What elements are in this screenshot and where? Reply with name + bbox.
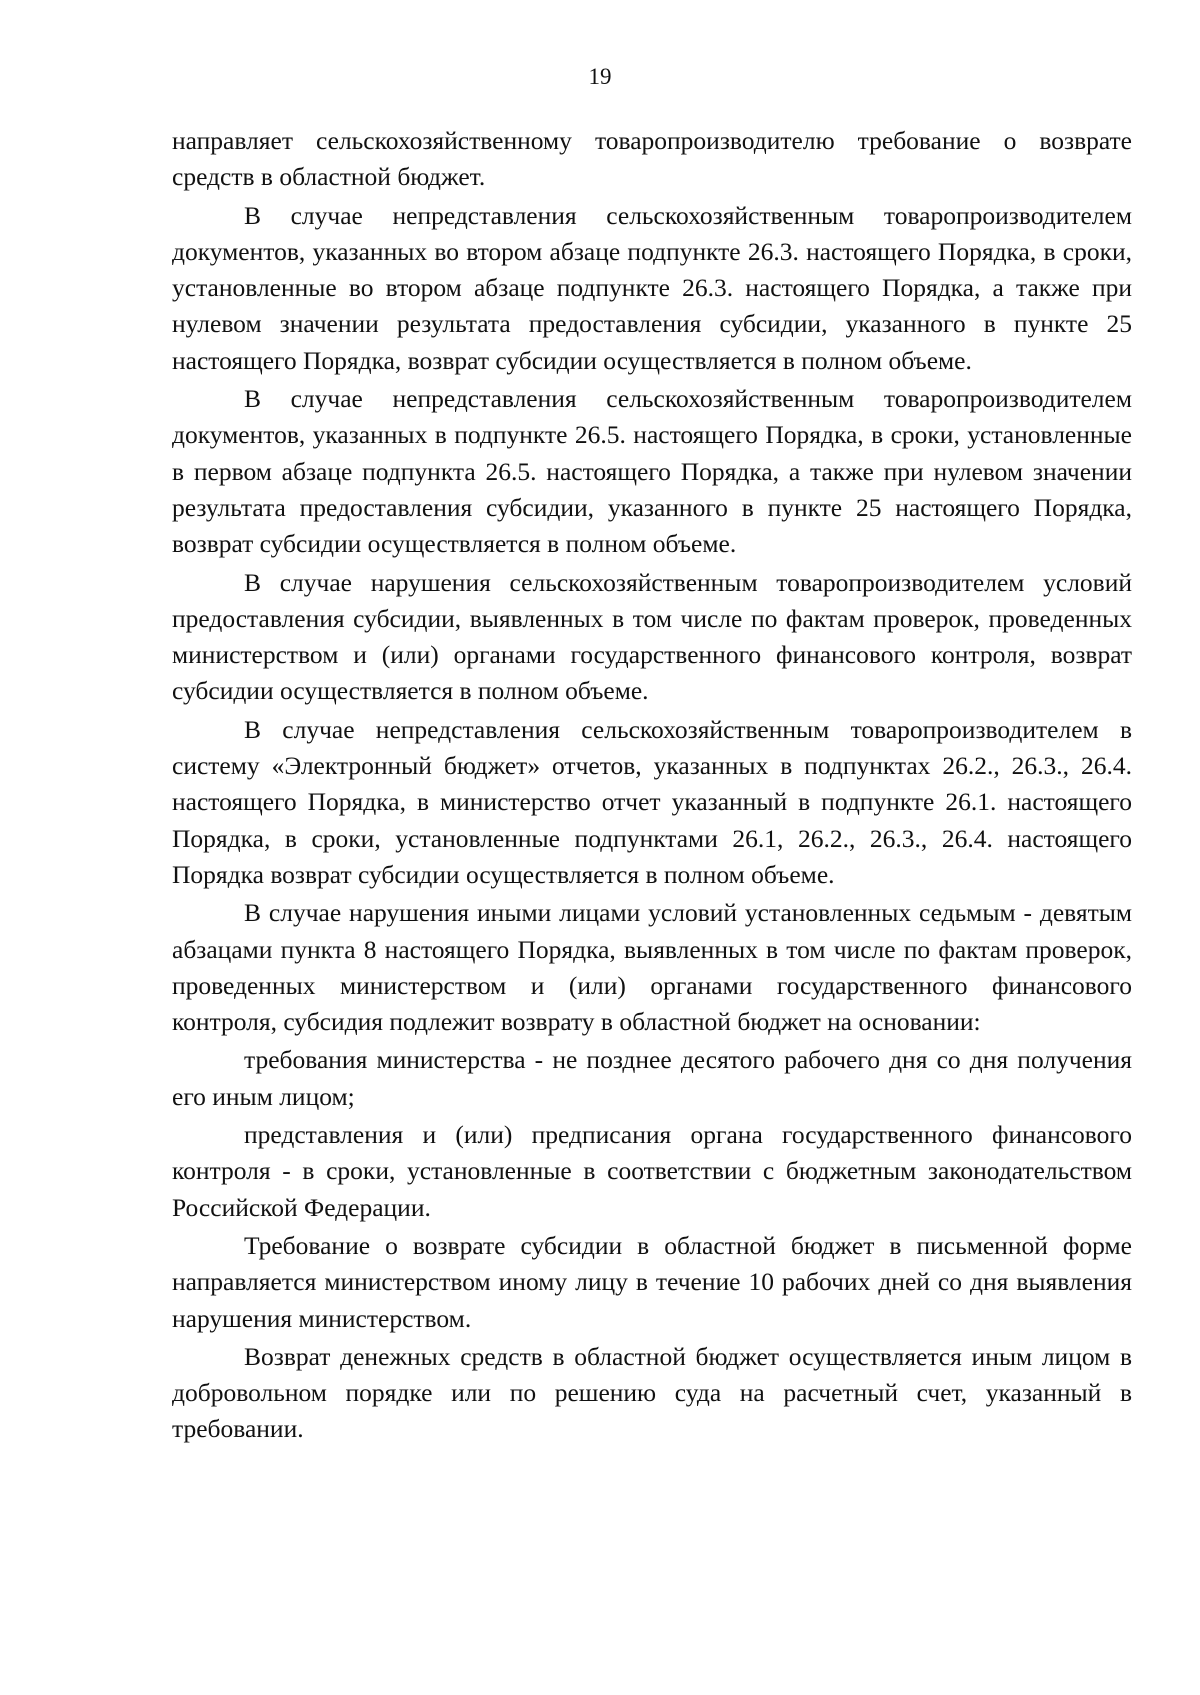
paragraph-9: Требование о возврате субсидии в областной бюджет в письменной форме направляется министерством иному лицу в течение 10 рабочих дней со дня выявления нарушения министерством. — [172, 1230, 1132, 1333]
paragraph-8: представления и (или) предписания органа государственного финансового контроля - в сроки, установленные в соответствии с бюджетным законодательством Российской Федерации. — [172, 1120, 1132, 1222]
paragraph-10: Возврат денежных средств в областной бюджет осуществляется иным лицом в добровольном порядке или по решению суда на расчетный счет, указанный в требовании. — [172, 1341, 1132, 1444]
document-body — [172, 123, 1132, 1448]
paragraph-6: В случае нарушения иными лицами условий установленных седьмым - девятым абзацами пункта 8 настоящего Порядка, выявленных в том числе по фактам проверок, проведенных министерством и (или) органами государственного финансового контроля, субсидия подлежит возврату в областной бюджет на основании: — [172, 898, 1132, 1037]
paragraph-4: В случае нарушения сельскохозяйственным товаропроизводителем условий предоставления субсидии, выявленных в том числе по фактам проверок, проведенных министерством и (или) органами государственного финансового контроля, возврат субсидии осуществляется в полном объеме. — [172, 567, 1132, 706]
paragraph-7: требования министерства - не позднее десятого рабочего дня со дня получения его иным лицом; — [172, 1045, 1132, 1111]
paragraph-5: В случае непредставления сельскохозяйственным товаропроизводителем в систему «Электронный бюджет» отчетов, указанных в подпунктах 26.2., 26.3., 26.4. настоящего Порядка, в министерство отчет указанный в подпункте 26.1. настоящего Порядка, в сроки, установленные подпунктами 26.1, 26.2., 26.3., 26.4. настоящего Порядка возврат субсидии осуществляется в полном объеме. — [172, 714, 1132, 889]
paragraph-1: направляет сельскохозяйственному товаропроизводителю требование о возврате средств в областной бюджет. — [172, 126, 1132, 192]
page-number: 19 — [588, 64, 612, 89]
paragraph-3: В случае непредставления сельскохозяйственным товаропроизводителем документов, указанных в подпункте 26.5. настоящего Порядка, в сроки, установленные в первом абзаце подпункта 26.5. настоящего Порядка, а также при нулевом значении результата предоставления субсидии, указанного в пункте 25 настоящего Порядка, возврат субсидии осуществляется в полном объеме. — [172, 384, 1132, 559]
paragraph-2: В случае непредставления сельскохозяйственным товаропроизводителем документов, указанных во втором абзаце подпункте 26.3. настоящего Порядка, в сроки, установленные во втором абзаце подпункте 26.3. настоящего Порядка, а также при нулевом значении результата предоставления субсидии, указанного в пункте 25 настоящего Порядка, возврат субсидии осуществляется в полном объеме. — [172, 200, 1132, 375]
